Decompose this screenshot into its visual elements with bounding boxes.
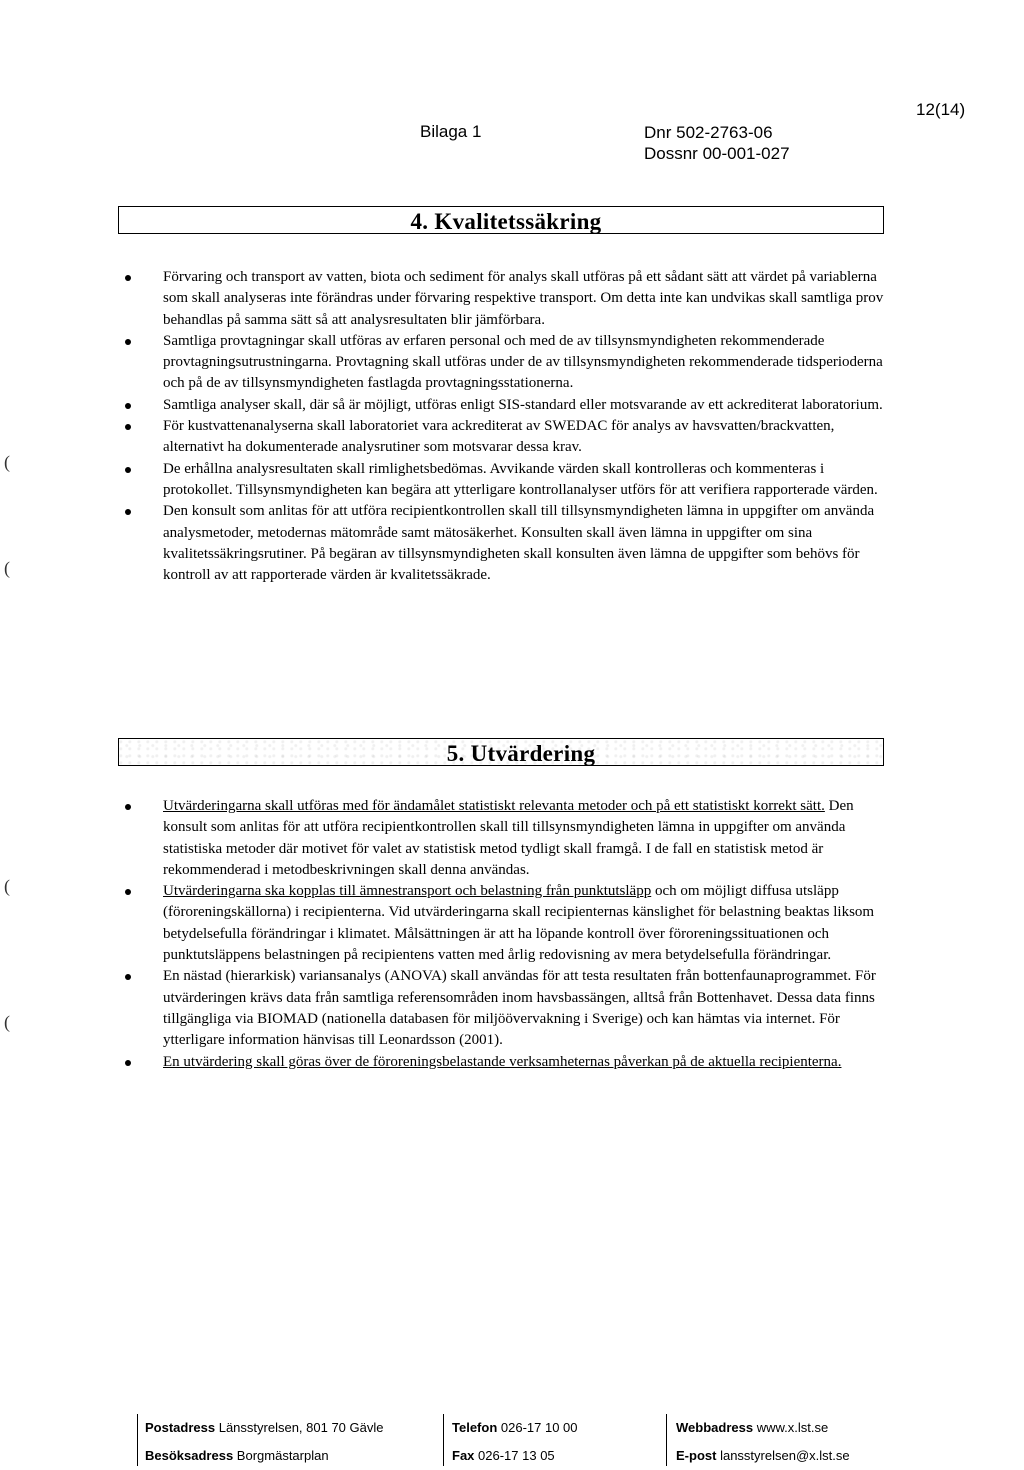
bullet-icon	[125, 275, 131, 281]
list-item-underlined-text: Utvärderingarna skall utföras med för ändamålet statistiskt relevanta metoder och på ett statistiskt korrekt sätt.	[163, 798, 825, 814]
footer-label: Webbadress	[676, 1420, 754, 1435]
footer-value: 026-17 10 00	[500, 1420, 578, 1435]
bullet-icon	[125, 509, 131, 515]
list-item	[125, 267, 885, 331]
footer-divider	[666, 1414, 667, 1466]
footer-telefon	[452, 1414, 578, 1442]
reference-numbers	[644, 122, 790, 164]
list-item	[125, 1052, 885, 1073]
list-item-text: Samtliga provtagningar skall utföras av erfaren personal och med de av tillsynsmyndigheten rekommenderade provtagningsutrustningarna. Provtagning skall utföras under de av tillsynsmyndigheten rekommenderade tidsperioderna och på de av tillsynsmyndigheten fastlagda provtagningsstationerna.	[163, 332, 883, 392]
section-4-list	[125, 267, 885, 586]
list-item-text: Den konsult som anlitas för att utföra recipientkontrollen skall till tillsynsmyndigheten lämna in uppgifter om använda analysmetoder, metodernas mätområde samt mätosäkerhet. Konsulten skall även lämna in uppgifter om sina kvalitetssäkringsrutiner. På begäran av tillsynsmyndigheten skall konsulten även lämna de uppgifter som behövs för kontroll av att rapporterade värden är kvalitetssäkrade.	[163, 503, 875, 584]
list-item-underlined-text: En utvärdering skall göras över de föroreningsbelastande verksamheternas påverkan på de aktuella recipienterna.	[163, 1053, 842, 1070]
margin-mark: (	[4, 558, 10, 578]
footer-value: Länsstyrelsen, 801 70 Gävle	[218, 1420, 384, 1435]
footer-value: Borgmästarplan	[236, 1448, 329, 1463]
dnr-number: Dnr 502-2763-06	[644, 123, 773, 142]
list-item-text: De erhållna analysresultaten skall rimlighetsbedömas. Avvikande värden skall kontrolleras och kommenteras i protokollet. Tillsynsmyndigheten kan begära att ytterligare kontrollanalyser utförs för att verifiera rapporterade värden.	[163, 460, 878, 498]
bullet-icon	[125, 424, 131, 430]
list-item	[125, 501, 885, 586]
list-item-underlined-text: Utvärderingarna ska kopplas till ämnestransport och belastning från punktutsläpp	[163, 883, 652, 900]
footer-address-block	[145, 1414, 384, 1470]
footer-label: Postadress	[145, 1420, 216, 1435]
list-item-text: För kustvattenanalyserna skall laboratoriet vara ackrediterat av SWEDAC för analys av havsvatten/brackvatten, alternativt ha dokumenterade analysrutiner som motsvarar dessa krav.	[163, 418, 835, 456]
list-item	[125, 966, 885, 1051]
attachment-label: Bilaga 1	[420, 122, 482, 141]
footer-value: lansstyrelsen@x.lst.se	[720, 1448, 850, 1463]
list-item	[125, 459, 885, 502]
bullet-icon	[125, 804, 131, 810]
list-item	[125, 796, 885, 881]
margin-mark: (	[4, 1012, 10, 1032]
footer-postadress	[145, 1414, 384, 1442]
section-5-heading-box	[118, 738, 884, 766]
footer-webbadress	[676, 1414, 850, 1442]
list-item	[125, 395, 885, 416]
margin-mark: (	[4, 452, 10, 472]
section-5-title: 5. Utvärdering	[446, 741, 596, 766]
bullet-icon	[125, 889, 131, 895]
footer-value: 026-17 13 05	[478, 1448, 555, 1463]
bullet-icon	[125, 467, 131, 473]
bullet-icon	[125, 339, 131, 345]
section-5-list	[125, 796, 885, 1073]
list-item	[125, 331, 885, 395]
footer-label: Telefon	[452, 1420, 498, 1435]
footer-value: www.x.lst.se	[756, 1420, 829, 1435]
list-item-text: Förvaring och transport av vatten, biota och sediment för analys skall utföras på ett sådant sätt att värdet på variablerna som skall analyseras inte förändras under förvaring respektive transport. Om detta inte kan undvikas skall samtliga prov behandlas på samma sätt så att analysresultaten blir jämförbara.	[163, 269, 884, 328]
dossnr-number: Dossnr 00-001-027	[644, 144, 790, 163]
list-item-text: Den konsult som anlitas för att utföra recipientkontrollen skall till tillsynsmyndigheten lämna in uppgifter om använda statistiska metoder där motivet för valet av statistisk metod tydligt skall framgå. I de fall en statistisk metod är rekommenderad i metodbeskrivningen skall denna användas.	[163, 798, 854, 878]
footer-web-block	[676, 1414, 850, 1470]
bullet-icon	[125, 974, 131, 980]
section-4-title: 4. Kvalitetssäkring	[410, 209, 602, 234]
bullet-icon	[125, 403, 131, 409]
bullet-icon	[125, 1060, 131, 1066]
list-item	[125, 416, 885, 459]
footer-phone-block	[452, 1414, 578, 1470]
list-item	[125, 881, 885, 966]
list-item-text: Samtliga analyser skall, där så är möjligt, utföras enligt SIS-standard eller motsvarande av ett ackrediterat laboratorium.	[163, 396, 883, 413]
footer-label: Besöksadress	[145, 1448, 234, 1463]
footer-divider	[443, 1414, 444, 1466]
list-item-text: och om möjligt diffusa utsläpp (föroreningskällorna) i recipienterna. Vid utvärderingarna skall recipienternas känslighet för belastning beaktas liksom betydelsefulla förändringar i klimatet. Målsättningen är att ha löpande kontroll över föroreningssituationen och punktutsläppens belastningen på recipientens vatten med årlig redovisning av mera betydelsefulla förändringar.	[163, 883, 875, 964]
margin-mark: (	[4, 876, 10, 896]
page-number: 12(14)	[916, 100, 966, 119]
footer-label: Fax	[452, 1448, 475, 1463]
section-4-heading-box	[118, 206, 884, 234]
list-item-text: En nästad (hierarkisk) variansanalys (ANOVA) skall användas för att testa resultaten från bottenfaunaprogrammet. För utvärderingen krävs data från samtliga referensområden inom havsbassängen, alltså från Bottenhavet. Dessa data finns tillgängliga via BIOMAD (nationella databasen för miljöövervakning i Sverige) och kan hämtas via internet. För ytterligare information hänvisas till Leonardsson (2001).	[163, 968, 876, 1049]
footer-divider	[137, 1414, 138, 1466]
footer-label: E-post	[676, 1448, 717, 1463]
